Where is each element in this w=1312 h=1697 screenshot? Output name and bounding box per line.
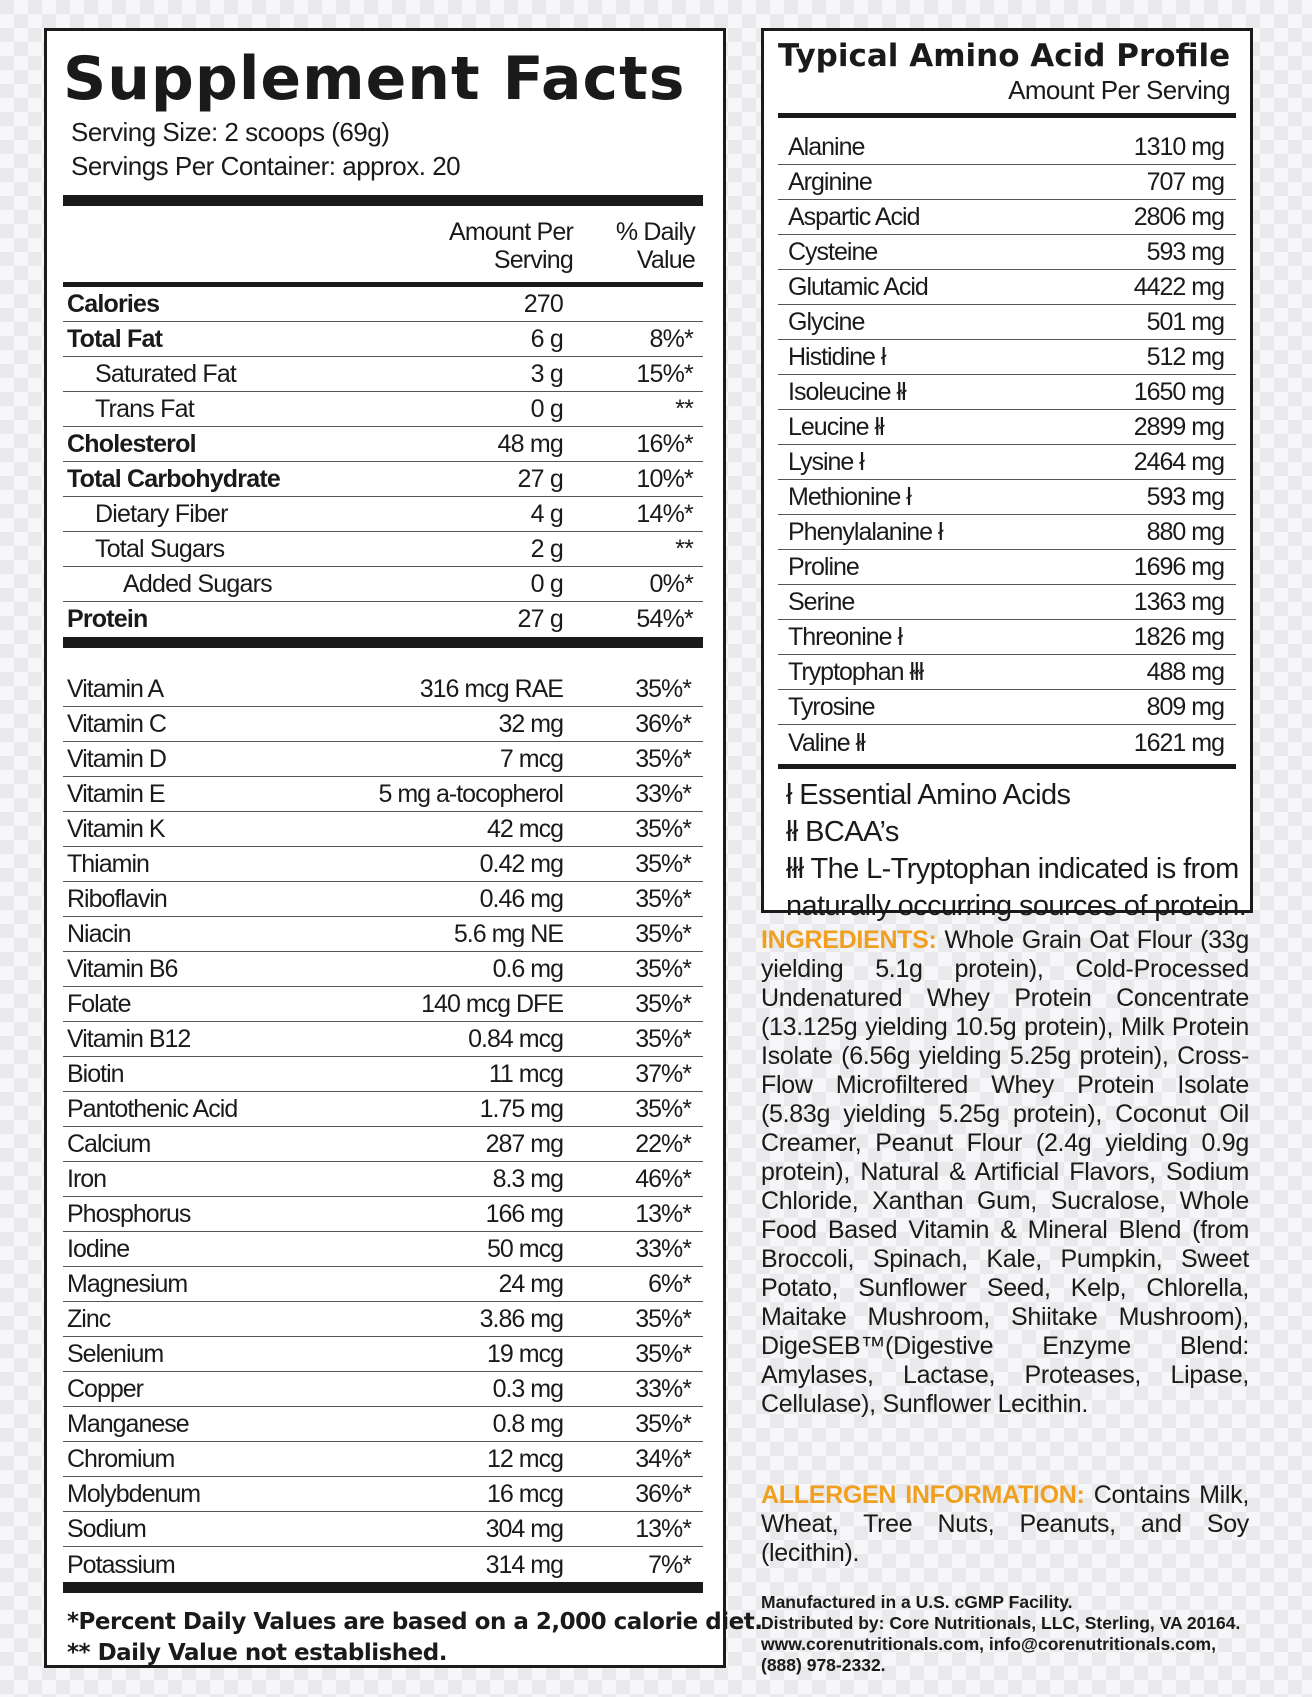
vitamin-amount: 5.6 mg NE bbox=[453, 920, 563, 948]
vitamin-name: Riboflavin bbox=[67, 885, 167, 913]
vitamin-name: Magnesium bbox=[67, 1270, 188, 1298]
vitamin-daily-value: 35%* bbox=[635, 815, 691, 843]
amino-acid-amount: 1363 mg bbox=[1133, 588, 1224, 616]
vitamin-daily-value: 6%* bbox=[648, 1270, 691, 1298]
vitamin-amount: 140 mcg DFE bbox=[421, 990, 563, 1018]
vitamin-amount: 0.46 mg bbox=[479, 885, 563, 913]
vitamin-daily-value: 13%* bbox=[635, 1515, 691, 1543]
nutrient-amount: 0 g bbox=[530, 569, 563, 598]
vitamin-name: Zinc bbox=[67, 1305, 111, 1333]
amino-acid-name: Leucine łł bbox=[788, 413, 884, 441]
vitamin-row bbox=[63, 707, 703, 742]
vitamin-row bbox=[63, 987, 703, 1022]
divider-thick bbox=[63, 637, 703, 648]
vitamin-amount: 0.3 mg bbox=[492, 1375, 563, 1403]
amino-acid-row bbox=[778, 515, 1236, 550]
amino-acid-row bbox=[778, 165, 1236, 200]
vitamin-amount: 1.75 mg bbox=[479, 1095, 563, 1123]
vitamin-amount: 166 mg bbox=[485, 1200, 563, 1228]
servings-per-container: Servings Per Container: approx. 20 bbox=[71, 151, 461, 181]
amino-acid-row bbox=[778, 130, 1236, 165]
vitamin-daily-value: 33%* bbox=[635, 780, 691, 808]
footnote-percent-daily: *Percent Daily Values are based on a 2,000 calorie diet. bbox=[67, 1609, 763, 1635]
vitamin-amount: 16 mcg bbox=[487, 1480, 563, 1508]
amino-acid-name: Alanine bbox=[788, 133, 865, 161]
vitamin-daily-value: 35%* bbox=[635, 955, 691, 983]
vitamin-row bbox=[63, 1547, 703, 1582]
amino-acid-row bbox=[778, 480, 1236, 515]
macro-nutrient-table bbox=[63, 287, 703, 637]
nutrient-row bbox=[63, 602, 703, 637]
amino-acid-row bbox=[778, 585, 1236, 620]
amino-acid-table bbox=[778, 130, 1236, 760]
nutrient-daily-value: ** bbox=[675, 394, 693, 423]
ingredients-text: Whole Grain Oat Flour (33g yielding 5.1g protein), Cold-Processed Undenatured Whey Protein Concentrate (13.125g yielding 10.5g protein), Milk Protein Isolate (6.56g yielding 5.25g protein), Cross-Flow Microfiltered Whey Protein Isolate (5.83g yielding 5.25g protein), Coconut Oil Creamer, Peanut Flour (2.4g yielding 0.9g protein), Natural & Artificial Flavors, Sodium Chloride, Xanthan Gum, Sucralose, Whole Food Based Vitamin & Mineral Blend (from Broccoli, Spinach, Kale, Pumpkin, Sweet Potato, Sunflower Seed, Kelp, Chlorella, Maitake Mushroom, Shiitake Mushroom), DigeSEB™(Digestive Enzyme Blend: Amylases, Lactase, Proteases, Lipase, Cellulase), Sunflower Lecithin. bbox=[761, 926, 1249, 1418]
vitamin-amount: 7 mcg bbox=[499, 745, 563, 773]
vitamin-amount: 12 mcg bbox=[487, 1445, 563, 1473]
vitamin-name: Vitamin B12 bbox=[67, 1025, 191, 1053]
vitamin-name: Molybdenum bbox=[67, 1480, 201, 1508]
vitamin-row bbox=[63, 777, 703, 812]
divider-thick bbox=[63, 195, 703, 206]
nutrient-name: Calories bbox=[67, 289, 160, 318]
amino-acid-row bbox=[778, 305, 1236, 340]
amino-acid-name: Lysine ł bbox=[788, 448, 864, 476]
vitamin-name: Biotin bbox=[67, 1060, 124, 1088]
nutrient-name: Added Sugars bbox=[123, 569, 272, 598]
vitamin-row bbox=[63, 1372, 703, 1407]
nutrient-name: Cholesterol bbox=[67, 429, 196, 458]
legend-bcaa: łł BCAA’s bbox=[786, 816, 899, 848]
vitamin-row bbox=[63, 1232, 703, 1267]
mfg-distributor: Distributed by: Core Nutritionals, LLC, Sterling, VA 20164. bbox=[761, 1613, 1241, 1633]
vitamin-row bbox=[63, 917, 703, 952]
nutrient-row bbox=[63, 287, 703, 322]
amino-acid-amount: 1621 mg bbox=[1133, 729, 1224, 757]
nutrient-name: Total Sugars bbox=[95, 534, 225, 563]
vitamin-row bbox=[63, 1477, 703, 1512]
nutrient-daily-value: 16%* bbox=[636, 429, 693, 458]
vitamin-daily-value: 7%* bbox=[648, 1551, 691, 1579]
amino-acid-row bbox=[778, 445, 1236, 480]
vitamin-daily-value: 33%* bbox=[635, 1235, 691, 1263]
vitamin-row bbox=[63, 952, 703, 987]
amino-acid-row bbox=[778, 235, 1236, 270]
mfg-contact: www.corenutritionals.com, info@corenutritionals.com, bbox=[761, 1634, 1216, 1654]
facts-footnotes bbox=[63, 1593, 763, 1669]
divider-medium bbox=[778, 113, 1236, 118]
vitamin-daily-value: 35%* bbox=[635, 1025, 691, 1053]
vitamin-mineral-table bbox=[63, 672, 703, 1582]
nutrient-daily-value: ** bbox=[675, 534, 693, 563]
vitamin-daily-value: 35%* bbox=[635, 920, 691, 948]
vitamin-amount: 11 mcg bbox=[488, 1060, 563, 1088]
amino-acid-row bbox=[778, 340, 1236, 375]
nutrient-daily-value: 10%* bbox=[636, 464, 693, 493]
mfg-phone: (888) 978-2332. bbox=[761, 1655, 886, 1675]
amino-acid-row bbox=[778, 690, 1236, 725]
vitamin-amount: 287 mg bbox=[485, 1130, 563, 1158]
vitamin-row bbox=[63, 1442, 703, 1477]
amino-acid-row bbox=[778, 725, 1236, 760]
vitamin-row bbox=[63, 1022, 703, 1057]
vitamin-daily-value: 33%* bbox=[635, 1375, 691, 1403]
nutrient-amount: 27 g bbox=[517, 464, 563, 493]
vitamin-amount: 5 mg a-tocopherol bbox=[378, 780, 563, 808]
amino-acid-name: Histidine ł bbox=[788, 343, 886, 371]
amino-acid-amount: 4422 mg bbox=[1133, 273, 1224, 301]
daily-value-header: % Daily Value bbox=[615, 218, 695, 274]
amino-acid-amount: 2806 mg bbox=[1133, 203, 1224, 231]
nutrient-amount: 27 g bbox=[517, 605, 563, 633]
vitamin-name: Vitamin B6 bbox=[67, 955, 178, 983]
nutrient-amount: 270 bbox=[523, 289, 563, 318]
vitamin-daily-value: 35%* bbox=[635, 850, 691, 878]
divider-medium bbox=[778, 764, 1236, 769]
divider-thick bbox=[63, 1582, 703, 1593]
allergen-text: Contains Milk, Wheat, Tree Nuts, Peanuts, and Soy (lecithin). bbox=[761, 1481, 1250, 1567]
nutrient-daily-value: 8%* bbox=[649, 324, 693, 353]
ingredients-label: INGREDIENTS: bbox=[761, 926, 937, 954]
vitamin-name: Chromium bbox=[67, 1445, 175, 1473]
nutrient-row bbox=[63, 357, 703, 392]
vitamin-daily-value: 35%* bbox=[635, 990, 691, 1018]
nutrient-amount: 2 g bbox=[530, 534, 563, 563]
vitamin-name: Vitamin E bbox=[67, 780, 165, 808]
vitamin-row bbox=[63, 1092, 703, 1127]
nutrient-daily-value: 14%* bbox=[636, 499, 693, 528]
legend-tryptophan-2: naturally occurring sources of protein. bbox=[786, 890, 1247, 922]
vitamin-row bbox=[63, 847, 703, 882]
vitamin-name: Manganese bbox=[67, 1410, 189, 1438]
vitamin-daily-value: 37%* bbox=[635, 1060, 691, 1088]
nutrient-amount: 0 g bbox=[530, 394, 563, 423]
amino-acid-row bbox=[778, 620, 1236, 655]
vitamin-daily-value: 13%* bbox=[635, 1200, 691, 1228]
amino-acid-name: Cysteine bbox=[788, 238, 878, 266]
vitamin-row bbox=[63, 1512, 703, 1547]
vitamin-amount: 0.42 mg bbox=[479, 850, 563, 878]
nutrient-amount: 6 g bbox=[530, 324, 563, 353]
vitamin-name: Niacin bbox=[67, 920, 131, 948]
manufacturer-info bbox=[761, 1592, 1281, 1676]
amount-per-serving-header: Amount Per Serving bbox=[448, 218, 573, 274]
vitamin-name: Thiamin bbox=[67, 850, 149, 878]
vitamin-name: Copper bbox=[67, 1375, 143, 1403]
vitamin-name: Iron bbox=[67, 1165, 107, 1193]
vitamin-row bbox=[63, 672, 703, 707]
ingredients-block bbox=[761, 926, 1249, 1419]
amino-acid-amount: 1696 mg bbox=[1133, 553, 1224, 581]
vitamin-name: Vitamin A bbox=[67, 675, 164, 703]
amino-acid-amount: 512 mg bbox=[1146, 343, 1224, 371]
amino-acid-amount: 593 mg bbox=[1146, 483, 1224, 511]
vitamin-amount: 24 mg bbox=[498, 1270, 563, 1298]
nutrient-daily-value: 54%* bbox=[636, 605, 693, 633]
nutrient-amount: 4 g bbox=[530, 499, 563, 528]
amino-acid-name: Valine łł bbox=[788, 729, 865, 757]
vitamin-daily-value: 36%* bbox=[635, 710, 691, 738]
amino-acid-amount: 1826 mg bbox=[1133, 623, 1224, 651]
amino-acid-name: Tyrosine bbox=[788, 693, 875, 721]
vitamin-row bbox=[63, 1267, 703, 1302]
vitamin-name: Potassium bbox=[67, 1551, 175, 1579]
nutrient-amount: 3 g bbox=[530, 359, 563, 388]
vitamin-name: Vitamin C bbox=[67, 710, 166, 738]
mfg-facility: Manufactured in a U.S. cGMP Facility. bbox=[761, 1592, 1073, 1612]
allergen-label: ALLERGEN INFORMATION: bbox=[761, 1481, 1085, 1509]
vitamin-daily-value: 35%* bbox=[635, 1340, 691, 1368]
amino-acid-subtitle: Amount Per Serving bbox=[1008, 75, 1230, 105]
amino-acid-name: Isoleucine łł bbox=[788, 378, 906, 406]
vitamin-name: Iodine bbox=[67, 1235, 130, 1263]
vitamin-amount: 304 mg bbox=[485, 1515, 563, 1543]
supplement-facts-title: Supplement Facts bbox=[63, 44, 686, 114]
legend-tryptophan-1: łłł The L-Tryptophan indicated is from bbox=[786, 853, 1239, 885]
vitamin-name: Vitamin D bbox=[67, 745, 166, 773]
vitamin-name: Folate bbox=[67, 990, 131, 1018]
amino-acid-name: Arginine bbox=[788, 168, 872, 196]
amino-acid-name: Phenylalanine ł bbox=[788, 518, 943, 546]
amino-acid-name: Threonine ł bbox=[788, 623, 903, 651]
amino-acid-name: Glutamic Acid bbox=[788, 273, 928, 301]
vitamin-daily-value: 36%* bbox=[635, 1480, 691, 1508]
vitamin-amount: 8.3 mg bbox=[492, 1165, 563, 1193]
amino-acid-name: Tryptophan łłł bbox=[788, 658, 924, 686]
vitamin-name: Selenium bbox=[67, 1340, 164, 1368]
nutrient-row bbox=[63, 497, 703, 532]
vitamin-daily-value: 35%* bbox=[635, 885, 691, 913]
amino-acid-amount: 593 mg bbox=[1146, 238, 1224, 266]
allergen-block bbox=[761, 1481, 1249, 1568]
amino-acid-amount: 809 mg bbox=[1146, 693, 1224, 721]
nutrient-name: Dietary Fiber bbox=[95, 499, 228, 528]
nutrient-row bbox=[63, 462, 703, 497]
amino-acid-amount: 880 mg bbox=[1146, 518, 1224, 546]
amino-acid-row bbox=[778, 410, 1236, 445]
nutrient-daily-value: 0%* bbox=[649, 569, 693, 598]
nutrient-row bbox=[63, 392, 703, 427]
vitamin-amount: 316 mcg RAE bbox=[419, 675, 563, 703]
vitamin-daily-value: 35%* bbox=[635, 745, 691, 773]
vitamin-name: Phosphorus bbox=[67, 1200, 191, 1228]
amino-acid-row bbox=[778, 550, 1236, 585]
nutrient-name: Total Carbohydrate bbox=[67, 464, 280, 493]
vitamin-row bbox=[63, 1302, 703, 1337]
vitamin-amount: 314 mg bbox=[485, 1551, 563, 1579]
vitamin-daily-value: 34%* bbox=[635, 1445, 691, 1473]
vitamin-name: Sodium bbox=[67, 1515, 146, 1543]
amino-acid-amount: 1650 mg bbox=[1133, 378, 1224, 406]
amino-acid-amount: 488 mg bbox=[1146, 658, 1224, 686]
supplement-facts-panel bbox=[44, 28, 763, 1668]
amino-acid-row bbox=[778, 270, 1236, 305]
vitamin-row bbox=[63, 1162, 703, 1197]
vitamin-daily-value: 35%* bbox=[635, 1410, 691, 1438]
vitamin-row bbox=[63, 1407, 703, 1442]
vitamin-amount: 42 mcg bbox=[487, 815, 563, 843]
vitamin-amount: 0.6 mg bbox=[492, 955, 563, 983]
amino-acid-name: Methionine ł bbox=[788, 483, 911, 511]
amino-acid-row bbox=[778, 200, 1236, 235]
nutrient-daily-value: 15%* bbox=[636, 359, 693, 388]
vitamin-amount: 0.8 mg bbox=[492, 1410, 563, 1438]
amino-acid-name: Serine bbox=[788, 588, 855, 616]
facts-column-header bbox=[63, 206, 703, 282]
legend-essential: ł Essential Amino Acids bbox=[786, 779, 1071, 811]
nutrient-name: Saturated Fat bbox=[95, 359, 237, 388]
nutrient-row bbox=[63, 567, 703, 602]
nutrient-name: Protein bbox=[67, 605, 148, 633]
nutrient-row bbox=[63, 427, 703, 462]
amino-acid-name: Aspartic Acid bbox=[788, 203, 920, 231]
vitamin-row bbox=[63, 882, 703, 917]
vitamin-amount: 50 mcg bbox=[487, 1235, 563, 1263]
amino-acid-amount: 501 mg bbox=[1146, 308, 1224, 336]
amino-acid-amount: 1310 mg bbox=[1133, 133, 1224, 161]
footnote-not-established: ** Daily Value not established. bbox=[67, 1640, 447, 1666]
amino-acid-row bbox=[778, 655, 1236, 690]
nutrient-row bbox=[63, 532, 703, 567]
vitamin-daily-value: 35%* bbox=[635, 675, 691, 703]
vitamin-amount: 32 mg bbox=[498, 710, 563, 738]
vitamin-daily-value: 35%* bbox=[635, 1305, 691, 1333]
vitamin-row bbox=[63, 742, 703, 777]
vitamin-daily-value: 35%* bbox=[635, 1095, 691, 1123]
nutrient-row bbox=[63, 322, 703, 357]
nutrient-name: Total Fat bbox=[67, 324, 163, 353]
vitamin-daily-value: 46%* bbox=[635, 1165, 691, 1193]
vitamin-row bbox=[63, 1337, 703, 1372]
vitamin-row bbox=[63, 1197, 703, 1232]
amino-acid-name: Proline bbox=[788, 553, 859, 581]
amino-acid-row bbox=[778, 375, 1236, 410]
amino-acid-title: Typical Amino Acid Profile bbox=[778, 38, 1231, 74]
vitamin-row bbox=[63, 812, 703, 847]
amino-acid-panel bbox=[761, 28, 1253, 922]
serving-size: Serving Size: 2 scoops (69g) bbox=[71, 117, 390, 147]
vitamin-amount: 3.86 mg bbox=[479, 1305, 563, 1333]
vitamin-name: Vitamin K bbox=[67, 815, 165, 843]
amino-acid-amount: 2899 mg bbox=[1133, 413, 1224, 441]
amino-acid-amount: 2464 mg bbox=[1133, 448, 1224, 476]
vitamin-row bbox=[63, 1057, 703, 1092]
nutrient-name: Trans Fat bbox=[95, 394, 194, 423]
amino-acid-name: Glycine bbox=[788, 308, 865, 336]
vitamin-name: Calcium bbox=[67, 1130, 151, 1158]
vitamin-name: Pantothenic Acid bbox=[67, 1095, 238, 1123]
nutrient-amount: 48 mg bbox=[497, 429, 563, 458]
vitamin-amount: 0.84 mcg bbox=[468, 1025, 563, 1053]
vitamin-row bbox=[63, 1127, 703, 1162]
vitamin-daily-value: 22%* bbox=[635, 1130, 691, 1158]
amino-acid-amount: 707 mg bbox=[1146, 168, 1224, 196]
vitamin-amount: 19 mcg bbox=[487, 1340, 563, 1368]
